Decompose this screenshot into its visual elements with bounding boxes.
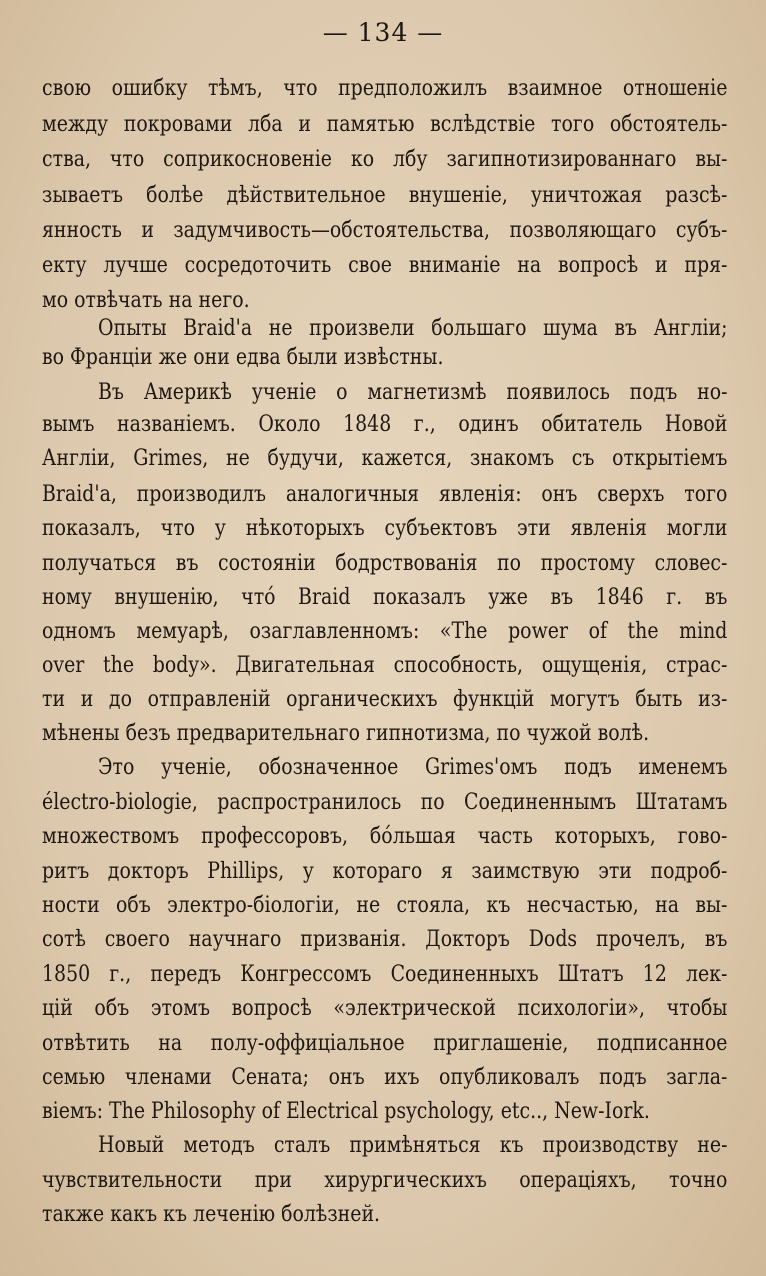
text-line: ности объ электро-біологіи, не стояла, къ несчастью, на вы- — [42, 893, 728, 918]
text-line: мо отвѣчать на него. — [42, 288, 250, 313]
text-line: екту лучше сосредоточить свое вниманіе на вопросѣ и пря- — [42, 253, 728, 278]
text-line: показалъ, что у нѣкоторыхъ субъектовъ эти явленія могли — [42, 516, 728, 541]
text-line: отвѣтить на полу-оффиціальное приглашеніе, подписанное — [42, 1031, 728, 1056]
text-line: зываетъ болѣе дѣйствительное внушеніе, уничтожая разсѣ- — [42, 183, 728, 208]
text-line: мѣнены безъ предварительнаго гипнотизма, по чужой волѣ. — [42, 721, 650, 746]
text-line: сотѣ своего научнаго призванія. Докторъ Dods прочелъ, въ — [42, 927, 728, 952]
text-line: Англіи, Grimes, не будучи, кажется, знакомъ съ открытіемъ — [42, 446, 728, 471]
text-line: Это ученіе, обозначенное Grimes'омъ подъ именемъ — [98, 755, 728, 780]
text-line: также какъ къ леченію болѣзней. — [42, 1202, 381, 1227]
text-line: Въ Америкѣ ученіе о магнетизмѣ появилось подъ но- — [98, 380, 728, 405]
text-line: ства, что соприкосновеніе ко лбу загипнотизированнаго вы- — [42, 147, 728, 172]
text-line: свою ошибку тѣмъ, что предположилъ взаимное отношеніе — [42, 76, 728, 101]
text-line: янность и задумчивость—обстоятельства, позволяющаго субъ- — [42, 218, 728, 243]
text-line: получаться въ состояніи бодрствованія по простому словес- — [42, 551, 728, 576]
text-line: вымъ названіемъ. Около 1848 г., одинъ обитатель Новой — [42, 412, 728, 437]
text-line: 1850 г., передъ Конгрессомъ Соединенныхъ Штатъ 12 лек- — [42, 962, 728, 987]
page-number: — 134 — — [322, 18, 444, 47]
text-line: ритъ докторъ Phillips, у котораго я заимствую эти подроб- — [42, 859, 728, 884]
text-line: семью членами Сената; онъ ихъ опубликовалъ подъ загла- — [42, 1065, 728, 1090]
text-line: ному внушенію, что́ Braid показалъ уже въ 1846 г. въ — [42, 585, 728, 610]
text-line: во Франціи же они едва были извѣстны. — [42, 345, 444, 370]
text-line: чувствительности при хирургическихъ операціяхъ, точно — [42, 1168, 728, 1193]
text-line: между покровами лба и памятью вслѣдствіе того обстоятель- — [42, 112, 728, 137]
text-line: цій объ этомъ вопросѣ «электрической психологіи», чтобы — [42, 996, 728, 1021]
text-line: Новый методъ сталъ примѣняться къ производству не- — [98, 1133, 728, 1158]
text-line: Braid'a, производилъ аналогичныя явленія: онъ сверхъ того — [42, 482, 728, 507]
text-line: électro-biologie, распространилось по Соединеннымъ Штатамъ — [42, 790, 728, 815]
text-line: множествомъ профессоровъ, бо́льшая часть которыхъ, гово- — [42, 824, 728, 849]
text-line: over the body». Двигательная способность, ощущенія, страс- — [42, 653, 728, 678]
text-line: віемъ: The Philosophy of Electrical psychology, etc.., New-Iork. — [42, 1099, 650, 1124]
text-line: ти и до отправленій органическихъ функцій могутъ быть из- — [42, 687, 728, 712]
text-line: Опыты Braid'a не произвели большаго шума въ Англіи; — [98, 316, 728, 341]
text-line: одномъ мемуарѣ, озаглавленномъ: «The power of the mind — [42, 619, 728, 644]
